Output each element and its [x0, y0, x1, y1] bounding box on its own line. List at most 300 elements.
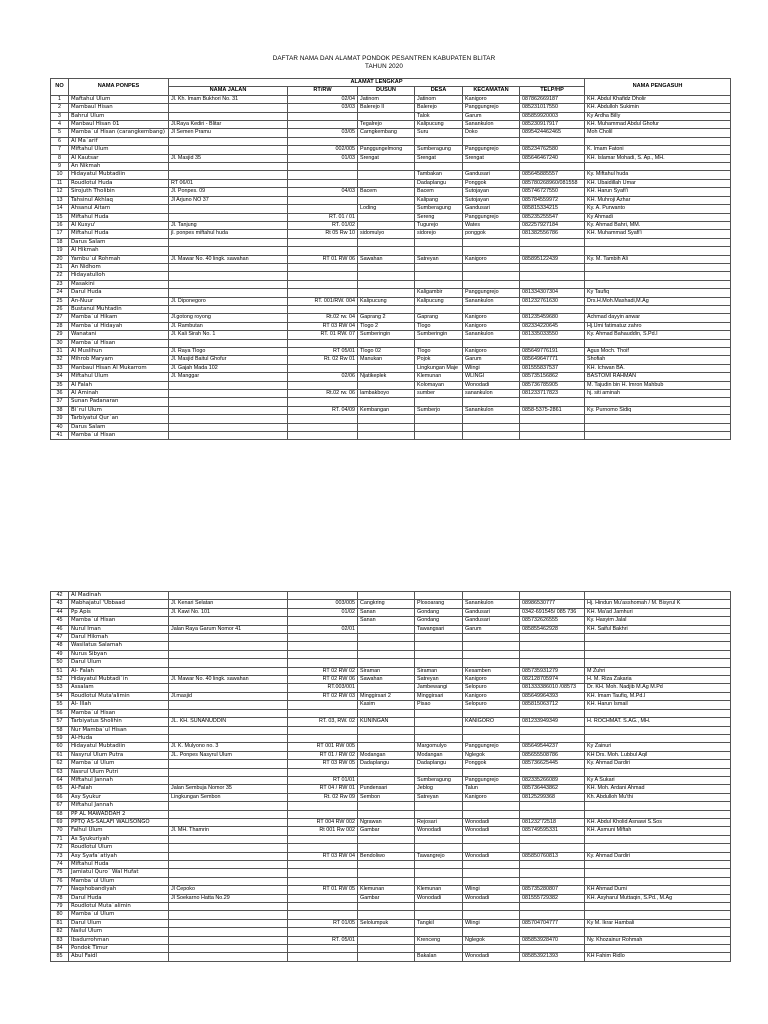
- table-row: [51, 734, 731, 742]
- cell-nama-ponpes: Miftahul Jannah: [69, 802, 169, 810]
- cell-telp: 085704704777: [520, 919, 585, 927]
- cell-dusun: [358, 869, 415, 877]
- cell-nama-pengasuh: [585, 869, 731, 877]
- cell-desa: [415, 415, 463, 423]
- cell-nama-pengasuh: [585, 415, 731, 423]
- cell-kecamatan: Sanankulon: [463, 331, 520, 339]
- cell-nama-ponpes: Assalam: [69, 684, 169, 692]
- cell-nama-ponpes: Al Falah: [69, 381, 169, 389]
- cell-desa: Sumberjo: [415, 406, 463, 414]
- cell-desa: Modangan: [415, 751, 463, 759]
- cell-nama-pengasuh: Ky. Ahmad Bahauddin, S.Pd.I: [585, 331, 731, 339]
- cell-nama-jalan: Jl Semen Pramu: [169, 129, 288, 137]
- cell-nama-pengasuh: [585, 163, 731, 171]
- cell-nama-ponpes: Mamba`ul Hisan: [69, 617, 169, 625]
- cell-no: 38: [51, 406, 69, 414]
- cell-rt-rw: 01/02: [288, 608, 358, 616]
- cell-dusun: [358, 592, 415, 600]
- cell-nama-jalan: Jl Cepoko: [169, 886, 288, 894]
- table-row: [51, 903, 731, 911]
- cell-rt-rw: RT 001 RW 005: [288, 743, 358, 751]
- cell-nama-jalan: Jl. Tanjung: [169, 221, 288, 229]
- cell-nama-ponpes: Sirojuth Tholibin: [69, 188, 169, 196]
- cell-nama-pengasuh: [585, 659, 731, 667]
- cell-kecamatan: [463, 642, 520, 650]
- cell-no: 12: [51, 188, 69, 196]
- cell-desa: [415, 423, 463, 431]
- cell-nama-jalan: [169, 734, 288, 742]
- cell-no: 22: [51, 272, 69, 280]
- cell-nama-ponpes: Darul Ulum: [69, 919, 169, 927]
- cell-nama-ponpes: Mabhajatul 'Ubbaad: [69, 600, 169, 608]
- cell-nama-jalan: [169, 238, 288, 246]
- cell-kecamatan: Gandusari: [463, 608, 520, 616]
- cell-kecamatan: [463, 137, 520, 145]
- cell-nama-ponpes: Al- Illah: [69, 701, 169, 709]
- table-row: [51, 230, 731, 238]
- table-row: [51, 835, 731, 843]
- cell-nama-pengasuh: KH. Asmuni Miftah: [585, 827, 731, 835]
- cell-dusun: [358, 339, 415, 347]
- cell-rt-rw: Rt. 02 Rw 01: [288, 356, 358, 364]
- cell-rt-rw: [288, 659, 358, 667]
- cell-rt-rw: RT 02 RW 03: [288, 692, 358, 700]
- cell-desa: Dadaplangu: [415, 179, 463, 187]
- table-body-page-2: [51, 592, 731, 962]
- cell-rt-rw: 03/05: [288, 129, 358, 137]
- cell-nama-pengasuh: Drs.H.Moh.Mashadi,M.Ag: [585, 297, 731, 305]
- cell-desa: Tugurejo: [415, 221, 463, 229]
- cell-dusun: Cangkring: [358, 600, 415, 608]
- cell-desa: [415, 718, 463, 726]
- cell-telp: 081335033550: [520, 331, 585, 339]
- cell-dusun: Srengat: [358, 154, 415, 162]
- cell-nama-jalan: Jl. Masjid 35: [169, 154, 288, 162]
- cell-rt-rw: RT. 01 / 01: [288, 213, 358, 221]
- cell-no: 79: [51, 903, 69, 911]
- cell-desa: [415, 634, 463, 642]
- cell-desa: [415, 432, 463, 440]
- cell-no: 7: [51, 146, 69, 154]
- cell-nama-pengasuh: [585, 835, 731, 843]
- cell-desa: Margomulyo: [415, 743, 463, 751]
- cell-nama-ponpes: Mamba`ul Hisan: [69, 709, 169, 717]
- table-row: [51, 297, 731, 305]
- cell-desa: [415, 835, 463, 843]
- cell-no: 49: [51, 650, 69, 658]
- cell-dusun: [358, 247, 415, 255]
- cell-rt-rw: [288, 726, 358, 734]
- cell-no: 41: [51, 432, 69, 440]
- cell-nama-pengasuh: Agus Moch. Thoif: [585, 348, 731, 356]
- cell-kecamatan: Panggungrejo: [463, 289, 520, 297]
- cell-no: 45: [51, 617, 69, 625]
- cell-nama-ponpes: Wasilatus Salamah: [69, 642, 169, 650]
- cell-kecamatan: Sutojayan: [463, 196, 520, 204]
- cell-no: 36: [51, 390, 69, 398]
- cell-nama-jalan: Jl. MH. Thamrin: [169, 827, 288, 835]
- cell-nama-ponpes: Al Madinah: [69, 592, 169, 600]
- cell-no: 28: [51, 322, 69, 330]
- cell-nama-jalan: [169, 760, 288, 768]
- cell-rt-rw: [288, 734, 358, 742]
- cell-kecamatan: Ponggok: [463, 760, 520, 768]
- cell-kecamatan: [463, 709, 520, 717]
- cell-telp: [520, 263, 585, 271]
- cell-nama-jalan: [169, 406, 288, 414]
- cell-telp: [520, 280, 585, 288]
- cell-dusun: [358, 238, 415, 246]
- cell-no: 71: [51, 835, 69, 843]
- cell-telp: 085231017550: [520, 104, 585, 112]
- table-row: [51, 423, 731, 431]
- table-row: [51, 600, 731, 608]
- cell-telp: 085645885557: [520, 171, 585, 179]
- table-row: [51, 827, 731, 835]
- cell-nama-pengasuh: Ky M. Ikrar Hambali: [585, 919, 731, 927]
- cell-rt-rw: [288, 339, 358, 347]
- cell-nama-jalan: Jl Arjuno NO 37: [169, 196, 288, 204]
- cell-telp: [520, 415, 585, 423]
- cell-desa: [415, 861, 463, 869]
- cell-telp: 082128705974: [520, 676, 585, 684]
- header-rt-rw: RT/RW: [288, 87, 358, 95]
- cell-dusun: [358, 280, 415, 288]
- cell-dusun: [358, 415, 415, 423]
- cell-rt-rw: [288, 423, 358, 431]
- cell-nama-pengasuh: [585, 928, 731, 936]
- cell-telp: 081233949349: [520, 718, 585, 726]
- cell-rt-rw: [288, 163, 358, 171]
- cell-rt-rw: [288, 802, 358, 810]
- table-row: [51, 95, 731, 103]
- cell-nama-pengasuh: [585, 272, 731, 280]
- cell-nama-jalan: Jl. Rambutan: [169, 322, 288, 330]
- cell-telp: [520, 305, 585, 313]
- table-row: [51, 751, 731, 759]
- cell-rt-rw: 04/03: [288, 188, 358, 196]
- cell-nama-ponpes: Mamba`ul Ulum: [69, 911, 169, 919]
- cell-nama-ponpes: Jamiatul Quro` Wal Hufat: [69, 869, 169, 877]
- cell-desa: Balerejo: [415, 104, 463, 112]
- cell-nama-ponpes: Mamba`ul Hisan: [69, 339, 169, 347]
- cell-no: 54: [51, 692, 69, 700]
- table-row: [51, 398, 731, 406]
- cell-no: 29: [51, 331, 69, 339]
- table-row: [51, 650, 731, 658]
- cell-rt-rw: RT 04 / RW 01: [288, 785, 358, 793]
- cell-rt-rw: [288, 877, 358, 885]
- table-row: [51, 852, 731, 860]
- table-row: [51, 280, 731, 288]
- cell-no: 70: [51, 827, 69, 835]
- cell-no: 66: [51, 793, 69, 801]
- cell-nama-ponpes: An Nikmah: [69, 163, 169, 171]
- table-row: [51, 936, 731, 944]
- cell-nama-ponpes: Nailul Ulum: [69, 928, 169, 936]
- table-row: [51, 213, 731, 221]
- cell-telp: 085649647771: [520, 356, 585, 364]
- cell-nama-ponpes: Wanatani: [69, 331, 169, 339]
- cell-telp: 081555837537: [520, 364, 585, 372]
- cell-dusun: [358, 423, 415, 431]
- cell-nama-jalan: [169, 398, 288, 406]
- cell-nama-pengasuh: [585, 945, 731, 953]
- cell-telp: 085859920003: [520, 112, 585, 120]
- cell-dusun: [358, 945, 415, 953]
- cell-nama-pengasuh: Hj. Hindun Mu'asshomah / M. Bisyrul K: [585, 600, 731, 608]
- cell-nama-pengasuh: [585, 423, 731, 431]
- cell-nama-jalan: [169, 289, 288, 297]
- cell-nama-pengasuh: [585, 768, 731, 776]
- cell-rt-rw: [288, 953, 358, 961]
- header-telp: TELP/HP: [520, 87, 585, 95]
- cell-rt-rw: Rt 05 Rw 10: [288, 230, 358, 238]
- table-row: [51, 667, 731, 675]
- cell-nama-jalan: [169, 617, 288, 625]
- cell-desa: Klemunan: [415, 886, 463, 894]
- cell-dusun: Gaprang 2: [358, 314, 415, 322]
- cell-rt-rw: [288, 238, 358, 246]
- header-kecamatan: KECAMATAN: [463, 87, 520, 95]
- cell-nama-pengasuh: KH. Saiful Bakhri: [585, 625, 731, 633]
- cell-desa: [415, 945, 463, 953]
- cell-rt-rw: RT.003/001: [288, 684, 358, 692]
- cell-nama-ponpes: Nasrul Ulum Putri: [69, 768, 169, 776]
- cell-kecamatan: Sanankulon: [463, 297, 520, 305]
- cell-nama-jalan: [169, 213, 288, 221]
- table-row: [51, 104, 731, 112]
- cell-nama-jalan: jl. ponpes miftahul huda: [169, 230, 288, 238]
- cell-kecamatan: [463, 861, 520, 869]
- cell-dusun: Pundensari: [358, 785, 415, 793]
- cell-nama-pengasuh: Shofiah: [585, 356, 731, 364]
- cell-nama-ponpes: Al Aminah: [69, 390, 169, 398]
- cell-no: 26: [51, 305, 69, 313]
- cell-telp: [520, 634, 585, 642]
- cell-dusun: [358, 634, 415, 642]
- cell-rt-rw: [288, 137, 358, 145]
- cell-rt-rw: RT 01 / RW 02: [288, 751, 358, 759]
- cell-kecamatan: [463, 802, 520, 810]
- cell-telp: [520, 869, 585, 877]
- cell-nama-pengasuh: [585, 432, 731, 440]
- cell-nama-pengasuh: Ky Taufiq: [585, 289, 731, 297]
- cell-desa: Sumberingin: [415, 331, 463, 339]
- table-row: [51, 390, 731, 398]
- cell-no: 10: [51, 171, 69, 179]
- cell-rt-rw: [288, 171, 358, 179]
- cell-dusun: sidomulyo: [358, 230, 415, 238]
- header-nama-ponpes: NAMA PONPES: [69, 79, 169, 96]
- cell-no: 80: [51, 911, 69, 919]
- cell-no: 23: [51, 280, 69, 288]
- cell-desa: Tangkil: [415, 919, 463, 927]
- cell-desa: Wonodadi: [415, 827, 463, 835]
- cell-nama-ponpes: Darus Salam: [69, 238, 169, 246]
- cell-rt-rw: Rt.02 rw. 04: [288, 314, 358, 322]
- cell-nama-ponpes: Abul Faidl: [69, 953, 169, 961]
- cell-desa: [415, 272, 463, 280]
- cell-dusun: [358, 364, 415, 372]
- cell-nama-jalan: Jl. Mawar No. 40 lingk. sawahan: [169, 255, 288, 263]
- table-row: [51, 356, 731, 364]
- table-row: [51, 802, 731, 810]
- cell-nama-ponpes: Ahsanul Aitam: [69, 205, 169, 213]
- cell-telp: 082257927184: [520, 221, 585, 229]
- cell-dusun: Kasim: [358, 701, 415, 709]
- cell-no: 61: [51, 751, 69, 759]
- cell-desa: [415, 734, 463, 742]
- cell-nama-ponpes: PPTQ AS-SALAFI WALISONGO: [69, 818, 169, 826]
- cell-nama-pengasuh: [585, 911, 731, 919]
- cell-nama-pengasuh: Kh. Abdulloh Mu'thi: [585, 793, 731, 801]
- cell-nama-pengasuh: [585, 263, 731, 271]
- table-row: [51, 701, 731, 709]
- cell-kecamatan: ponggok: [463, 230, 520, 238]
- cell-nama-ponpes: An Nidhom: [69, 263, 169, 271]
- cell-telp: 085780268960/081558: [520, 179, 585, 187]
- cell-desa: sidorejo: [415, 230, 463, 238]
- cell-dusun: [358, 835, 415, 843]
- cell-nama-ponpes: Tarbiyatus Sholihin: [69, 718, 169, 726]
- cell-kecamatan: Wlingi: [463, 886, 520, 894]
- cell-dusun: Tlogo 2: [358, 322, 415, 330]
- cell-desa: [415, 709, 463, 717]
- table-row: [51, 263, 731, 271]
- cell-dusun: [358, 381, 415, 389]
- document-subtitle-year: TAHUN 2020: [365, 63, 403, 70]
- cell-dusun: KUNINGAN: [358, 718, 415, 726]
- cell-nama-ponpes: Nasyrul Ulum Putra: [69, 751, 169, 759]
- cell-rt-rw: 01/03: [288, 154, 358, 162]
- cell-nama-pengasuh: [585, 634, 731, 642]
- cell-dusun: [358, 953, 415, 961]
- cell-kecamatan: [463, 272, 520, 280]
- cell-nama-jalan: Jl. Diponegoro: [169, 297, 288, 305]
- cell-nama-ponpes: Manbaul Hisan 01: [69, 121, 169, 129]
- cell-nama-jalan: [169, 634, 288, 642]
- cell-nama-ponpes: Hidayatul Mubtadiin: [69, 743, 169, 751]
- cell-no: 69: [51, 818, 69, 826]
- cell-nama-ponpes: Mambaul Hisan: [69, 104, 169, 112]
- cell-desa: Kolomayan: [415, 381, 463, 389]
- cell-nama-pengasuh: [585, 137, 731, 145]
- cell-no: 47: [51, 634, 69, 642]
- cell-rt-rw: [288, 272, 358, 280]
- cell-rt-rw: [288, 205, 358, 213]
- cell-desa: Gondang: [415, 608, 463, 616]
- cell-telp: [520, 861, 585, 869]
- cell-rt-rw: RT 01/01: [288, 776, 358, 784]
- cell-telp: 085655508786: [520, 751, 585, 759]
- cell-nama-pengasuh: Achmad dayyin anwar: [585, 314, 731, 322]
- cell-telp: 085735931279: [520, 667, 585, 675]
- cell-nama-ponpes: Al Muslihun: [69, 348, 169, 356]
- cell-kecamatan: [463, 928, 520, 936]
- cell-kecamatan: [463, 650, 520, 658]
- cell-nama-pengasuh: [585, 238, 731, 246]
- cell-rt-rw: [288, 709, 358, 717]
- cell-nama-pengasuh: KH. Muhroji Azhar: [585, 196, 731, 204]
- cell-nama-jalan: Jl.Raya Kediri - Blitar: [169, 121, 288, 129]
- cell-rt-rw: RT. 03, RW. 02: [288, 718, 358, 726]
- cell-telp: 085853921393: [520, 953, 585, 961]
- cell-no: 15: [51, 213, 69, 221]
- cell-dusun: Sumberingin: [358, 331, 415, 339]
- cell-telp: 085649544237: [520, 743, 585, 751]
- cell-rt-rw: RT. 01 RW. 07: [288, 331, 358, 339]
- cell-nama-pengasuh: KH. Imam Taufiq, M.Pd.I: [585, 692, 731, 700]
- cell-nama-jalan: [169, 936, 288, 944]
- cell-kecamatan: Gandusari: [463, 171, 520, 179]
- cell-telp: 0858-5375-2861: [520, 406, 585, 414]
- table-row: [51, 844, 731, 852]
- cell-nama-ponpes: Roudlotul Huda: [69, 179, 169, 187]
- cell-telp: [520, 137, 585, 145]
- cell-telp: 0895424462465: [520, 129, 585, 137]
- cell-nama-jalan: [169, 945, 288, 953]
- cell-kecamatan: Talun: [463, 785, 520, 793]
- cell-nama-ponpes: Nurus Sibyan: [69, 650, 169, 658]
- table-row: [51, 415, 731, 423]
- cell-telp: [520, 844, 585, 852]
- cell-nama-pengasuh: KH. Harun Ismail: [585, 701, 731, 709]
- cell-kecamatan: [463, 869, 520, 877]
- cell-dusun: Tlogo 02: [358, 348, 415, 356]
- table-row: [51, 179, 731, 187]
- table-row: [51, 768, 731, 776]
- cell-kecamatan: Wonodadi: [463, 852, 520, 860]
- cell-rt-rw: [288, 861, 358, 869]
- cell-no: 76: [51, 877, 69, 885]
- cell-kecamatan: [463, 835, 520, 843]
- cell-telp: 085855462928: [520, 625, 585, 633]
- cell-nama-jalan: [169, 659, 288, 667]
- table-row: [51, 247, 731, 255]
- cell-nama-pengasuh: [585, 280, 731, 288]
- cell-dusun: [358, 171, 415, 179]
- cell-nama-jalan: [169, 104, 288, 112]
- cell-desa: [415, 398, 463, 406]
- cell-nama-jalan: [169, 835, 288, 843]
- cell-no: 24: [51, 289, 69, 297]
- cell-nama-ponpes: Al-Huda: [69, 734, 169, 742]
- cell-dusun: [358, 709, 415, 717]
- cell-desa: Rejosari: [415, 818, 463, 826]
- table-row: [51, 676, 731, 684]
- cell-nama-jalan: JL. KH. SUNANUDDIN: [169, 718, 288, 726]
- cell-dusun: [358, 877, 415, 885]
- cell-kecamatan: [463, 734, 520, 742]
- cell-nama-pengasuh: Ky Ahmadi: [585, 213, 731, 221]
- cell-dusun: Kalipucung: [358, 297, 415, 305]
- table-row: [51, 137, 731, 145]
- cell-dusun: Gambar: [358, 894, 415, 902]
- cell-dusun: Selolumpuk: [358, 919, 415, 927]
- cell-rt-rw: Rt.02 rw. 06: [288, 390, 358, 398]
- cell-nama-pengasuh: [585, 810, 731, 818]
- cell-kecamatan: [463, 398, 520, 406]
- cell-nama-jalan: [169, 432, 288, 440]
- header-dusun: DUSUN: [358, 87, 415, 95]
- cell-rt-rw: [288, 903, 358, 911]
- cell-dusun: Modangan: [358, 751, 415, 759]
- cell-desa: Suru: [415, 129, 463, 137]
- cell-nama-ponpes: Al-Falah: [69, 785, 169, 793]
- cell-dusun: [358, 398, 415, 406]
- cell-dusun: [358, 221, 415, 229]
